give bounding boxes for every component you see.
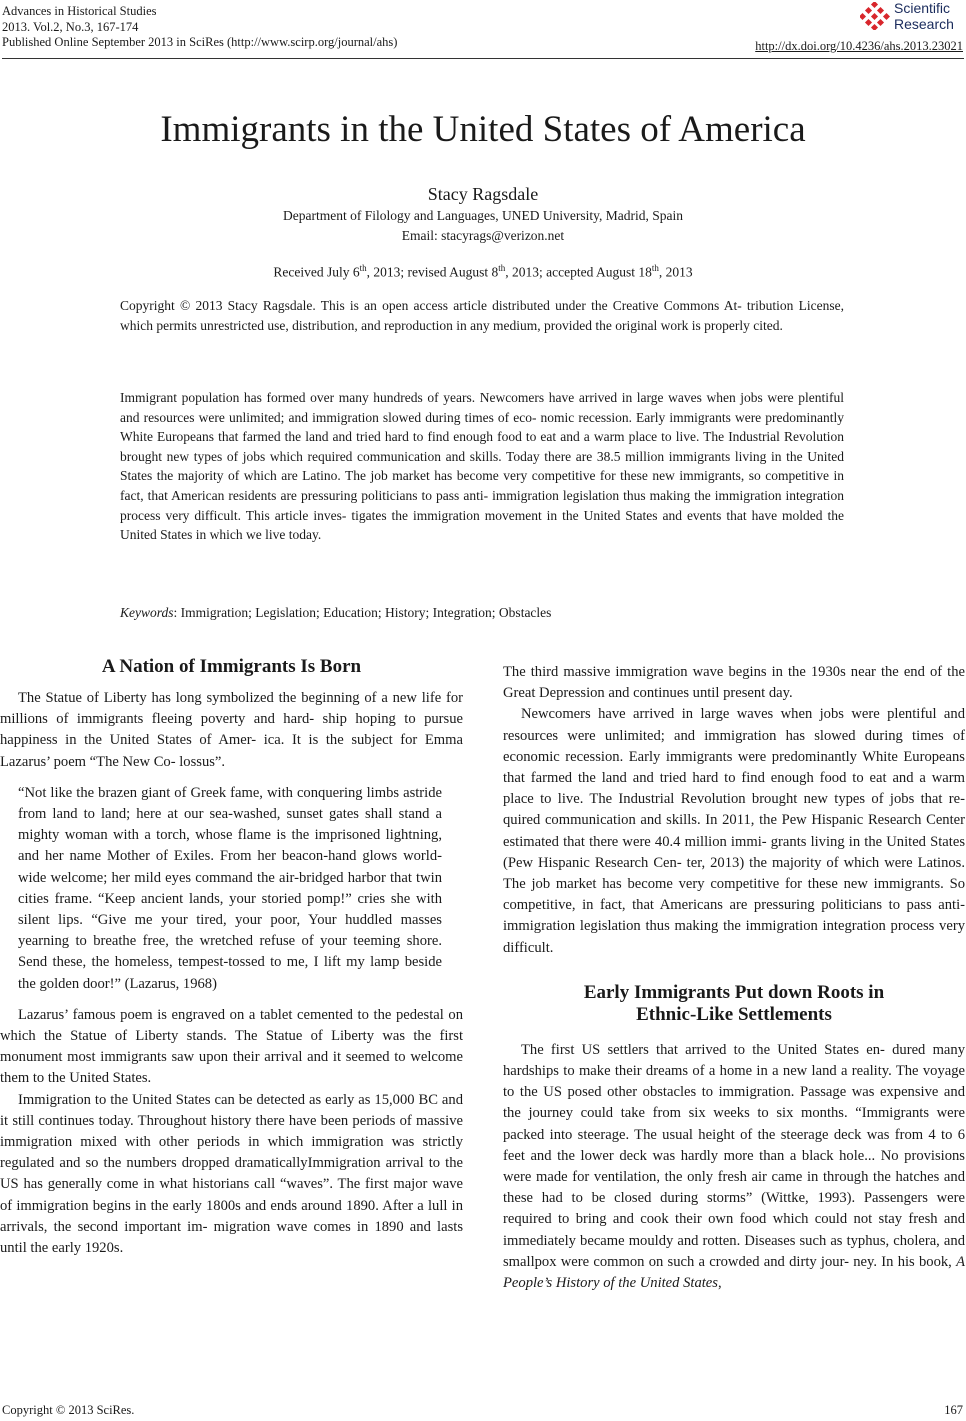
running-header — [2, 4, 397, 51]
publisher-logo — [860, 0, 960, 36]
copyright-notice: Copyright © 2013 Stacy Ragsdale. This is an open access article distributed under the Creative Commons At- tribution License, which permits unrestricted use, distribution, and reproduction in any medium, provided the original work is properly cited. — [120, 298, 844, 333]
keywords-label: Keywords — [120, 605, 174, 620]
author-affiliation: Department of Filology and Languages, UNED University, Madrid, Spain — [283, 208, 683, 223]
paragraph: The third massive immigration wave begins in the 1930s near the end of the Great Depression and continues until present day. — [503, 664, 965, 702]
volume-info: 2013. Vol.2, No.3, 167-174 — [2, 19, 139, 34]
keywords — [120, 605, 844, 621]
section-heading: A Nation of Immigrants Is Born — [101, 656, 362, 677]
paragraph: Lazarus’ famous poem is engraved on a tablet cemented to the pedestal on which the Statue of Liberty stands. The Statue of Liberty was the first monument most immigrants saw upon their arrival and it seemed to welcome them to the United States. — [0, 1006, 463, 1087]
right-column — [503, 662, 965, 1294]
left-column — [0, 656, 463, 1259]
section-heading: Early Immigrants Put down Roots in Ethnic-Like Settlements — [583, 981, 885, 1025]
journal-name: Advances in Historical Studies — [2, 4, 157, 18]
received-dates: Received July 6th, 2013; revised August 8th, 2013; accepted August 18th, 2013 — [273, 263, 693, 280]
author-name: Stacy Ragsdale — [427, 184, 539, 204]
block-quote: “Not like the brazen giant of Greek fame, with conquering limbs astride from land to land; here at our sea-washed, sunset gates shall stand a mighty woman with a torch, whose flame is the imprisoned lightning, and her name Mother of Exiles. From her beacon-hand glows world- wide welcome; her mild eyes command the air-bridged harbor that twin cities frame. “Keep ancient lands, your storied pomp!” cries she with silent lips. “Give me your tired, your poor, Your huddled masses yearning to breathe free, the wretched refuse of your teeming shore. Send these, the homeless, tempest-tossed to me, I lift my lamp beside the golden door!” (Lazarus, 1968) — [18, 784, 442, 992]
article-title: Immigrants in the United States of America — [160, 109, 806, 150]
doi-link[interactable]: http://dx.doi.org/10.4236/ahs.2013.23021 — [755, 39, 963, 53]
paragraph: The first US settlers that arrived to the United States en- dured many hardships to make their dreams of a home in a new land a reality. The voyage to the US posed other obstacles to immigration. Passage was expensive and the journey could take from six weeks to six months. “Immigrants were packed into steerage. The usual height of the steerage deck was from 4 to 6 feet and the lower deck was hardly more than a black hole... No provisions were made for ventilation, the only fresh air came in through the hatches and these had to be closed during storms” (Wittke, 1993). Passengers were required to bring and cook their own food which could not stay fresh and immediately became mouldy and rotten. Diseases such as typhus, cholera, and smallpox were common on such a crowded and dirty jour- ney. In his book, A People’s History of the United States, — [503, 1041, 965, 1292]
paragraph: Newcomers have arrived in large waves when jobs were plentiful and resources were unlimited; and immigration has slowed during times of economic recession. Early immigrants were predominantly White Europeans that farmed the land and tried hard to find enough food to eat and a warm place to live. The Industrial Revolution brought new types of jobs that re- quired communication and skills. In 2011, the Pew Hispanic Research Center estimated that there were 40.4 million immi- grants living in the United States (Pew Hispanic Research Cen- ter, 2013) the majority of which were Latinos. The job market has become very competitive for these new immigrants. So competitive, in fact, that Americans are pressuring politicians to pass anti-immigration legislation thus making the immigration integration process very difficult. — [503, 706, 965, 956]
abstract: Immigrant population has formed over many hundreds of years. Newcomers have arrived in large waves when jobs were plentiful and resources were unlimited; and immigration slowed during times of eco- nomic recession. Early immigrants were predominantly White Europeans that farmed the land and tried hard to find enough food to eat and a warm place to live. The Industrial Revolution brought new types of jobs which required communication and skills. Today there are 38.5 million immigrants living in the United States the majority of which are Latino. The job market has become very competitive for these new immigrants, so competitive in fact, that American residents are pressuring politicians to pass anti- immigration legislation thus making the immigration integration process very difficult. This article inves- tigates the immigration movement in the United States and events that have molded the United States in which we live today. — [120, 390, 844, 543]
logo-text: Scientific Research — [894, 0, 954, 32]
book-title: A People’s History of the United States — [503, 1253, 965, 1292]
paragraph: The Statue of Liberty has long symbolized the beginning of a new life for millions of immigrants fleeing poverty and hard- ship hoping to pursue happiness in the United States of Amer- ica. It is the subject for Emma Lazarus’ poem “The New Co- lossus”. — [0, 690, 463, 770]
footer-copyright: Copyright © 2013 SciRes. — [2, 1403, 135, 1417]
doi — [755, 39, 963, 54]
paragraph: Immigration to the United States can be detected as early as 15,000 BC and it still continues today. Throughout history there have been periods of massive immigration mixed with other periods in which immigration was strictly regulated and so the numbers dropped dramaticallyImmigration arrival to the US has generally come in what historians call “waves”. The first major wave of immigration begins in the early 1800s and ends around 1890. After a lull in arrivals, the second important im- migration wave comes in 1890 and lasts until the early 1920s. — [0, 1091, 463, 1257]
publication-info: Published Online September 2013 in SciRes (http://www.scirp.org/journal/ahs) — [2, 35, 398, 49]
page-number: 167 — [944, 1403, 963, 1417]
diamond-pattern-icon — [860, 2, 890, 30]
header-divider — [2, 58, 964, 59]
author-email: Email: stacyrags@verizon.net — [401, 228, 565, 243]
keywords-list: : Immigration; Legislation; Education; History; Integration; Obstacles — [173, 605, 552, 620]
